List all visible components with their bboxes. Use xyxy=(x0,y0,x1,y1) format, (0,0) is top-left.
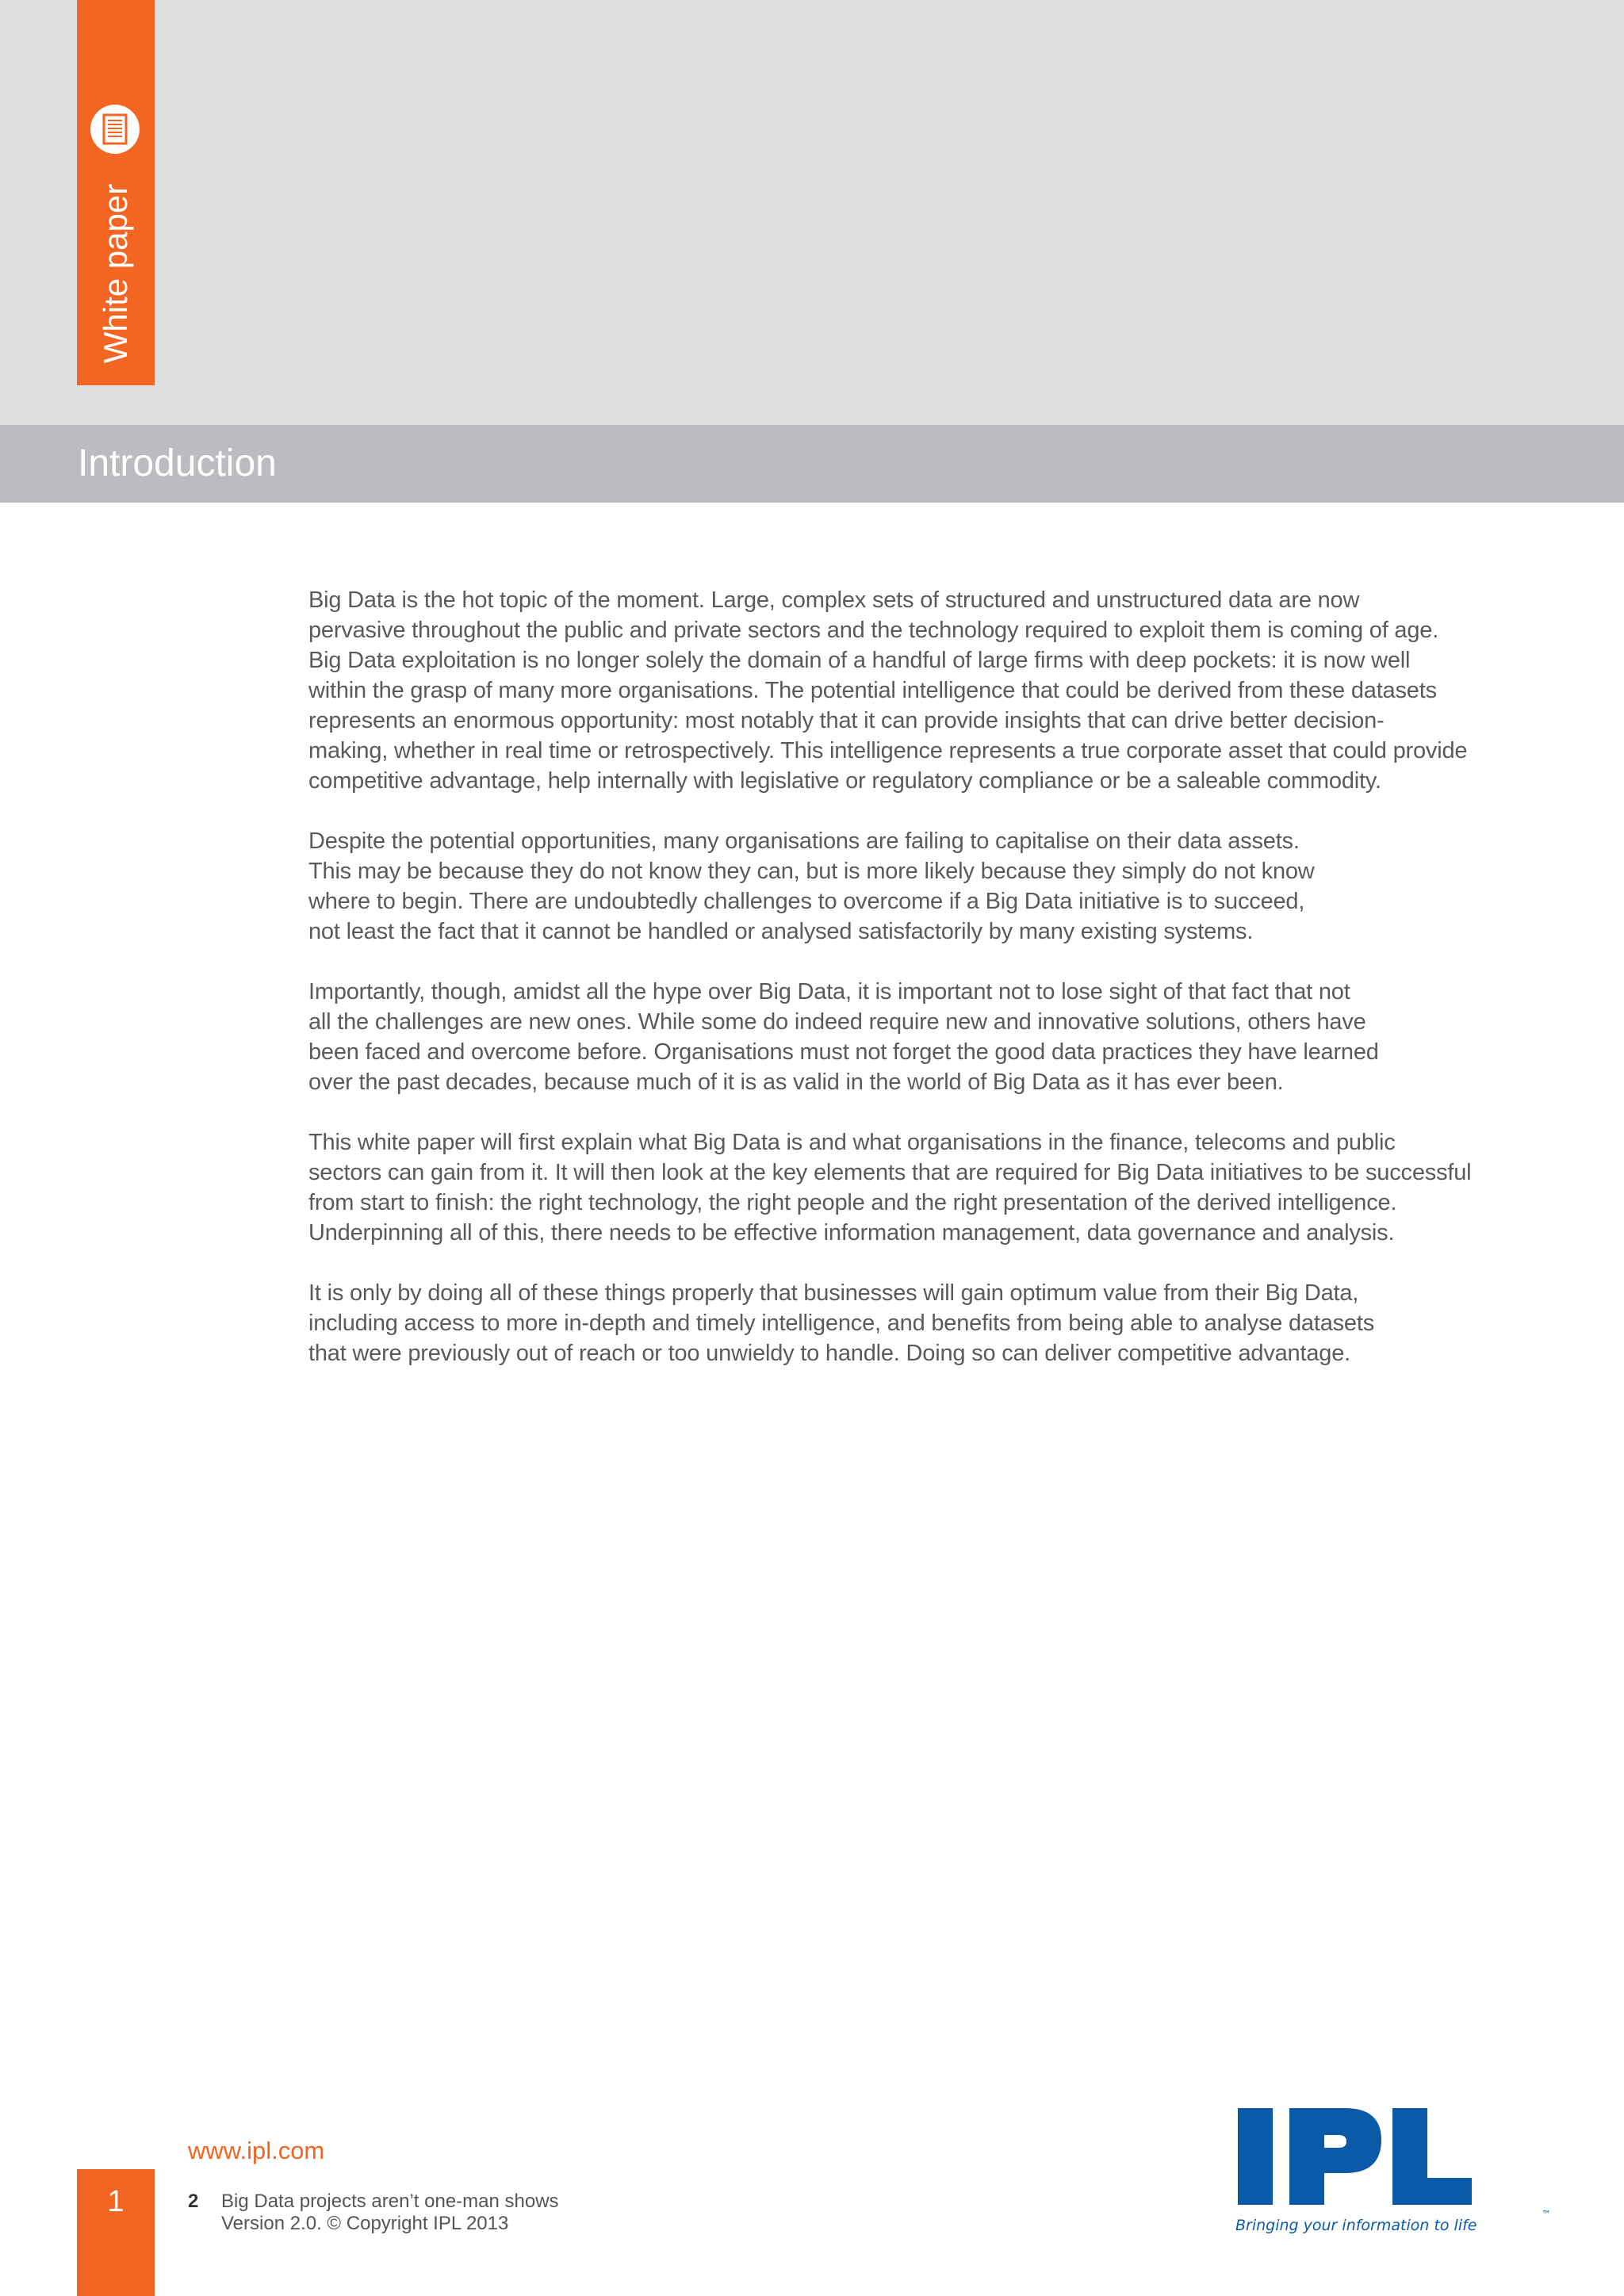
logo-tagline: Bringing your information to life xyxy=(1235,2217,1477,2234)
text-line: This may be because they do not know they can, but is more likely because they simply do not know xyxy=(308,859,1315,884)
text-line: Importantly, though, amidst all the hype over Big Data, it is important not to lose sight of that fact that not xyxy=(308,979,1350,1004)
tab-label: White paper xyxy=(97,183,134,364)
text-line: pervasive throughout the public and private sectors and the technology required to exploit them is coming of age. xyxy=(308,618,1439,643)
text-line: where to begin. There are undoubtedly challenges to overcome if a Big Data initiative is to succeed, xyxy=(308,889,1305,914)
text-line: sectors can gain from it. It will then look at the key elements that are required for Big Data initiatives to be successful xyxy=(308,1160,1472,1185)
text-line: been faced and overcome before. Organisations must not forget the good data practices they have learned xyxy=(308,1039,1379,1065)
paragraph xyxy=(308,1127,1498,1248)
text-line: competitive advantage, help internally with legislative or regulatory compliance or be a saleable commodity. xyxy=(308,768,1381,794)
text-line: Despite the potential opportunities, many organisations are failing to capitalise on their data assets. xyxy=(308,828,1300,854)
document-title: Big Data projects aren’t one-man shows xyxy=(221,2191,559,2212)
page-tab-number: 1 xyxy=(107,2185,124,2218)
ipl-logo xyxy=(1234,2102,1559,2237)
text-line: Underpinning all of this, there needs to be effective information management, data governance and analysis. xyxy=(308,1220,1395,1246)
trademark: ™ xyxy=(1542,2209,1551,2220)
text-line: Big Data exploitation is no longer solely the domain of a handful of large firms with deep pockets: it is now well xyxy=(308,648,1411,673)
website-link[interactable]: www.ipl.com xyxy=(188,2137,325,2164)
section-title: Introduction xyxy=(78,442,277,484)
page-tab xyxy=(77,2169,155,2296)
text-line: over the past decades, because much of it is as valid in the world of Big Data as it has ever been. xyxy=(308,1070,1284,1095)
text-line: from start to finish: the right technology, the right people and the right presentation of the derived intelligence. xyxy=(308,1190,1397,1215)
body-text xyxy=(308,585,1498,1399)
header-band xyxy=(0,0,1624,425)
text-line: making, whether in real time or retrospectively. This intelligence represents a true corporate asset that could provide xyxy=(308,738,1468,763)
paragraph xyxy=(308,826,1498,947)
text-line: all the challenges are new ones. While some do indeed require new and innovative solutions, others have xyxy=(308,1009,1366,1035)
paragraph xyxy=(308,977,1498,1097)
text-line: represents an enormous opportunity: most notably that it can provide insights that can drive better decision- xyxy=(308,708,1385,733)
page-number: 2 xyxy=(188,2191,199,2212)
document-icon xyxy=(90,105,140,154)
text-line: within the grasp of many more organisations. The potential intelligence that could be derived from these datasets xyxy=(308,678,1437,703)
text-line: that were previously out of reach or too unwieldy to handle. Doing so can deliver competitive advantage. xyxy=(308,1341,1350,1366)
text-line: This white paper will first explain what Big Data is and what organisations in the finance, telecoms and public xyxy=(308,1130,1396,1155)
text-line: It is only by doing all of these things properly that businesses will gain optimum value from their Big Data, xyxy=(308,1280,1359,1306)
version-copyright: Version 2.0. © Copyright IPL 2013 xyxy=(221,2213,509,2234)
white-paper-tab xyxy=(77,0,155,385)
paragraph xyxy=(308,585,1498,796)
text-line: not least the fact that it cannot be handled or analysed satisfactorily by many existing systems. xyxy=(308,919,1254,944)
text-line: Big Data is the hot topic of the moment. Large, complex sets of structured and unstructured data are now xyxy=(308,587,1360,613)
text-line: including access to more in-depth and timely intelligence, and benefits from being able to analyse datasets xyxy=(308,1311,1375,1336)
paragraph xyxy=(308,1278,1498,1368)
